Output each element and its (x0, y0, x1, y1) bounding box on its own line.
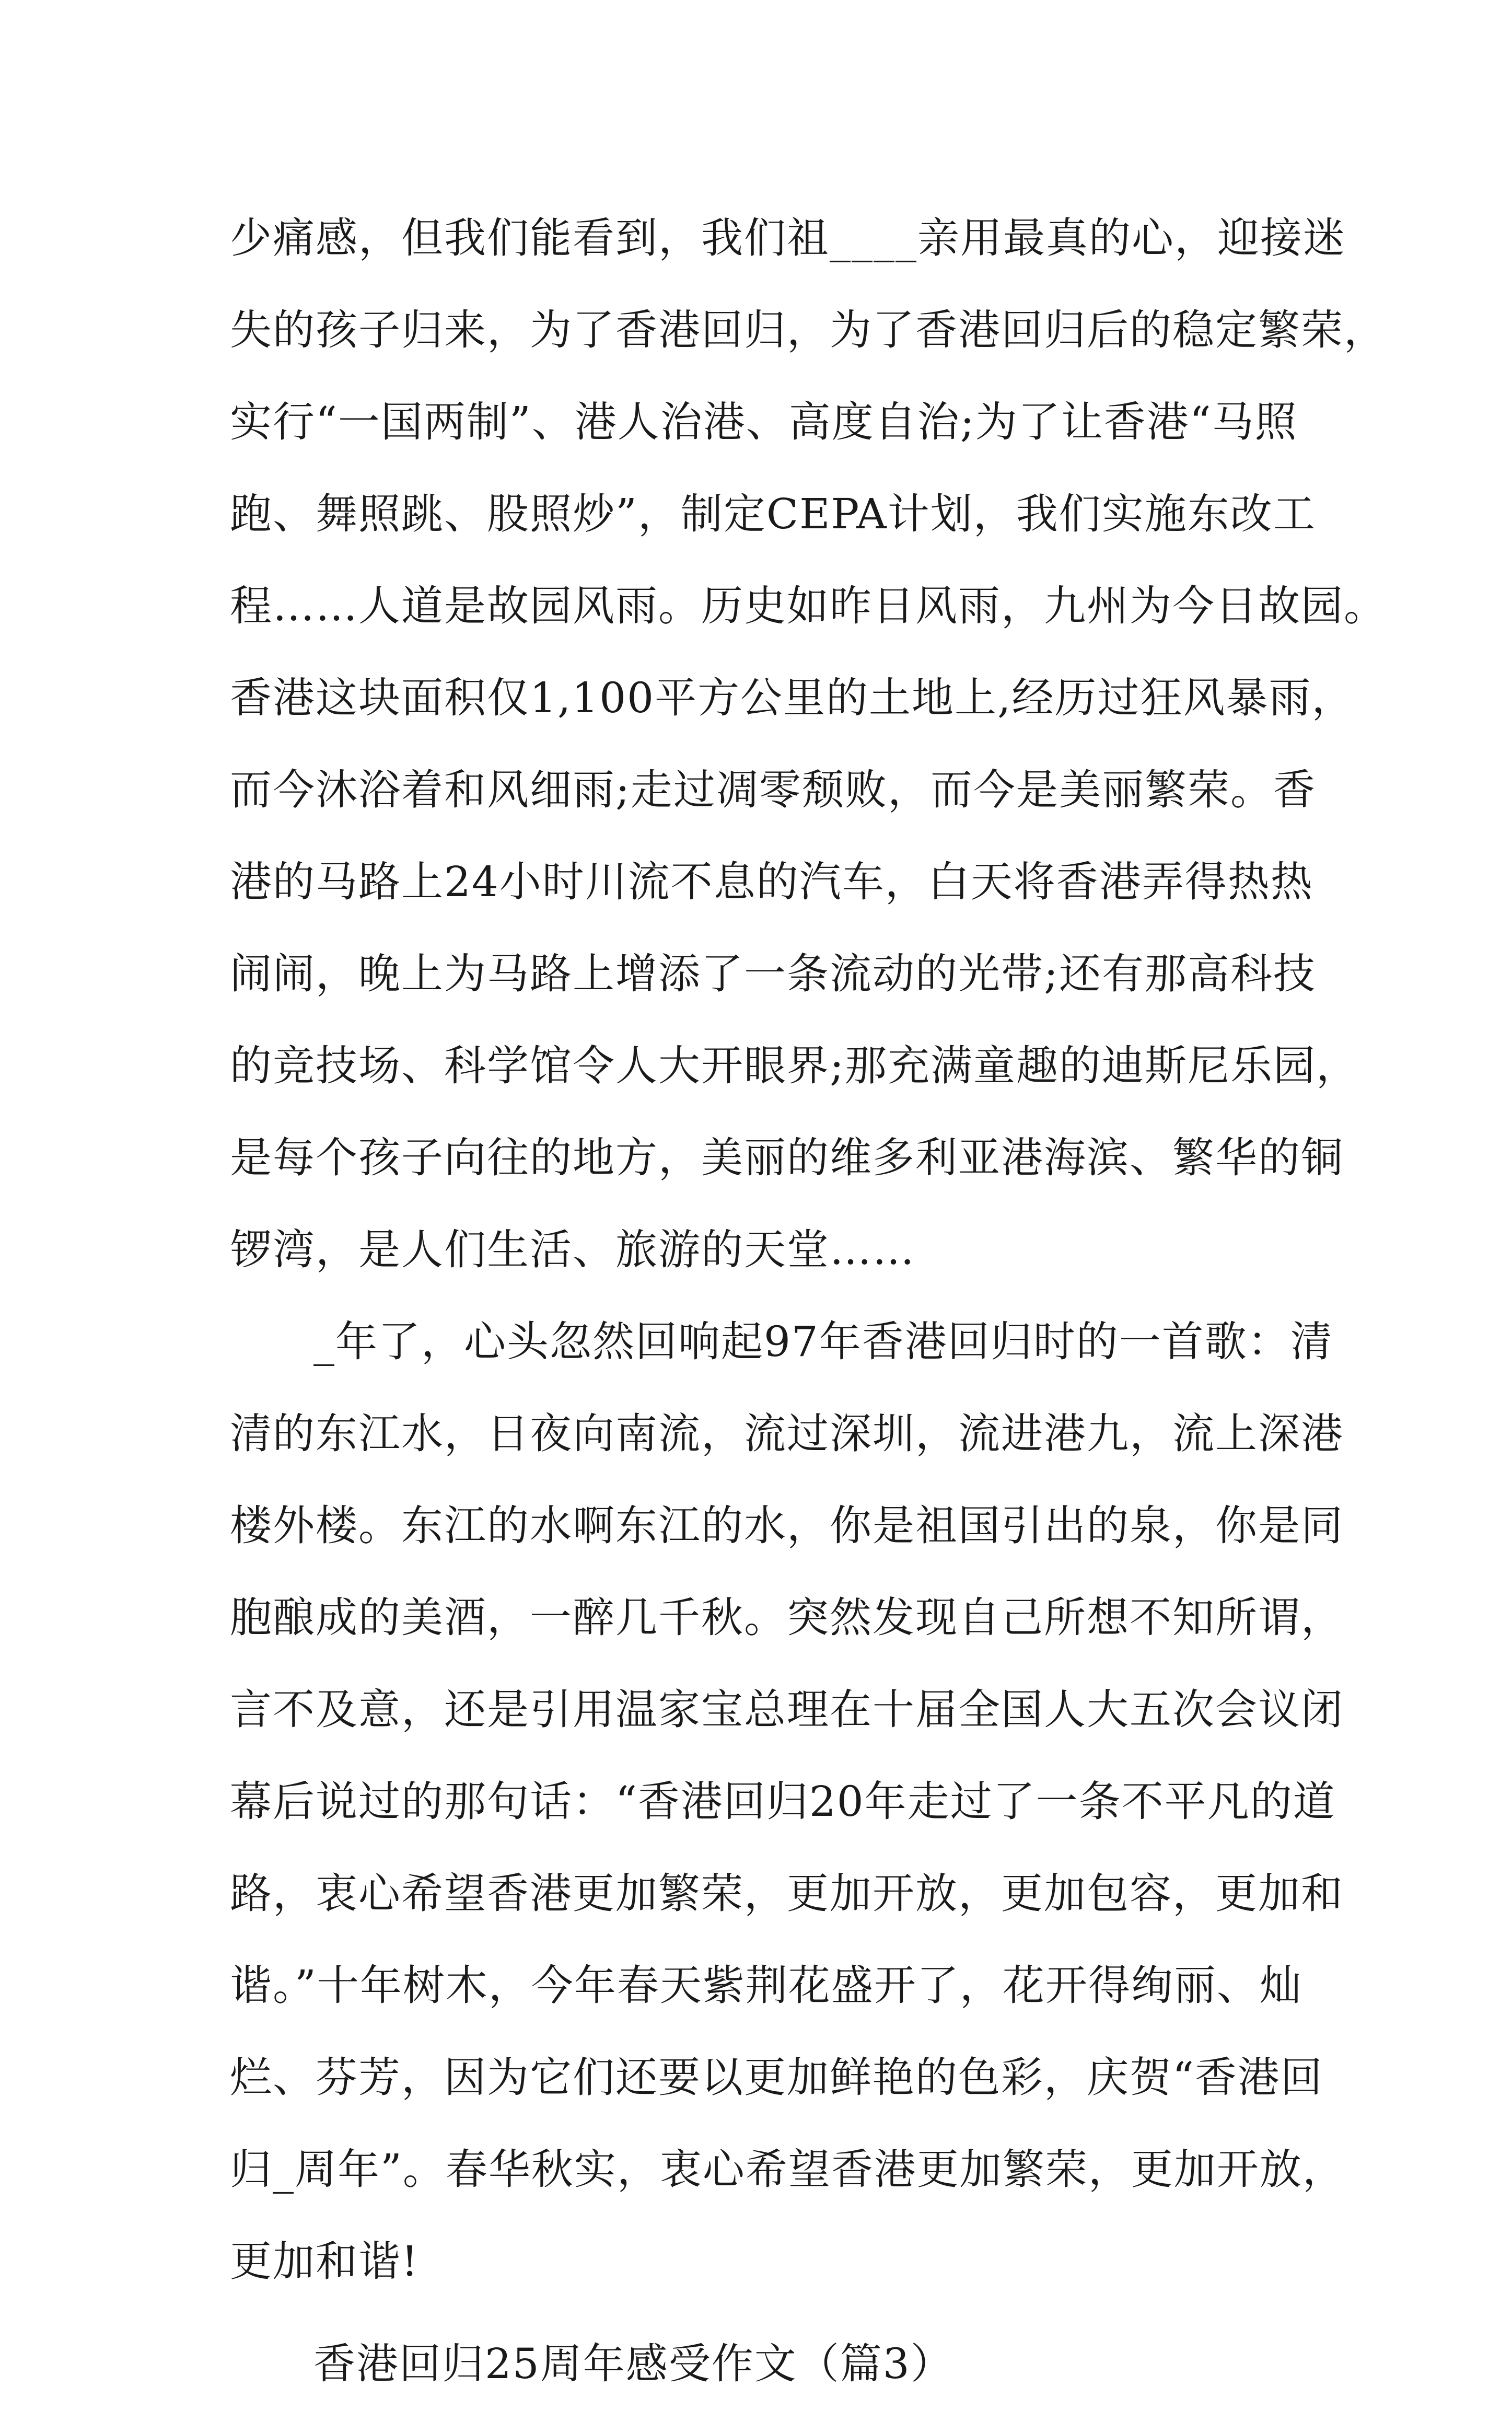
paragraph-line: 归_周年”。春华秋实，衷心希望香港更加繁荣，更加开放， (230, 2145, 1345, 2194)
paragraph-line: 烂、芬芳，因为它们还要以更加鲜艳的色彩，庆贺“香港回 (230, 2053, 1323, 2102)
paragraph-line: 是每个孩子向往的地方，美丽的维多利亚港海滨、繁华的铜 (230, 1133, 1344, 1182)
paragraph-line: 实行“一国两制”、港人治港、高度自治;为了让香港“马照 (230, 398, 1298, 446)
paragraph-1 (230, 192, 1387, 1296)
paragraph-line: 香港这块面积仅1,100平方公里的土地上,经历过狂风暴雨， (230, 674, 1355, 722)
paragraph-line: 港的马路上24小时川流不息的汽车，白天将香港弄得热热 (230, 858, 1313, 906)
paragraph-line: 更加和谐! (230, 2237, 420, 2286)
paragraph-line: 失的孩子归来，为了香港回归，为了香港回归后的稳定繁荣， (230, 306, 1387, 354)
paragraph-2 (230, 1296, 1345, 2308)
section-heading: 香港回归25周年感受作文（篇3） (313, 2339, 953, 2388)
paragraph-line: 幕后说过的那句话：“香港回归20年走过了一条不平凡的道 (230, 1777, 1336, 1826)
paragraph-line: 楼外楼。东江的水啊东江的水，你是祖国引出的泉，你是同 (230, 1501, 1344, 1550)
paragraph-line: 的竞技场、科学馆令人大开眼界;那充满童趣的迪斯尼乐园， (230, 1041, 1359, 1090)
paragraph-line: 锣湾，是人们生活、旅游的天堂…… (230, 1225, 915, 1274)
paragraph-line: 言不及意，还是引用温家宝总理在十届全国人大五次会议闭 (230, 1685, 1344, 1734)
paragraph-line: _年了，心头忽然回响起97年香港回归时的一首歌：清 (313, 1317, 1333, 1366)
paragraph-line: 少痛感，但我们能看到，我们祖____亲用最真的心，迎接迷 (230, 214, 1346, 262)
paragraph-line: 跑、舞照跳、股照炒”，制定CEPA计划，我们实施东改工 (230, 490, 1316, 538)
paragraph-line: 闹闹，晚上为马路上增添了一条流动的光带;还有那高科技 (230, 949, 1316, 998)
text-column (230, 192, 1387, 2410)
paragraph-line: 谐。”十年树木，今年春天紫荆花盛开了，花开得绚丽、灿 (230, 1961, 1302, 2010)
paragraph-line: 清的东江水，日夜向南流，流过深圳，流进港九，流上深港 (230, 1409, 1344, 1458)
paragraph-line: 胞酿成的美酒，一醉几千秋。突然发现自己所想不知所谓， (230, 1593, 1344, 1642)
paragraph-line: 路，衷心希望香港更加繁荣，更加开放，更加包容，更加和 (230, 1869, 1344, 1918)
paragraph-line: 而今沐浴着和风细雨;走过凋零颓败，而今是美丽繁荣。香 (230, 766, 1316, 814)
paragraph-line: 程……人道是故园风雨。历史如昨日风雨，九州为今日故园。 (230, 582, 1387, 630)
